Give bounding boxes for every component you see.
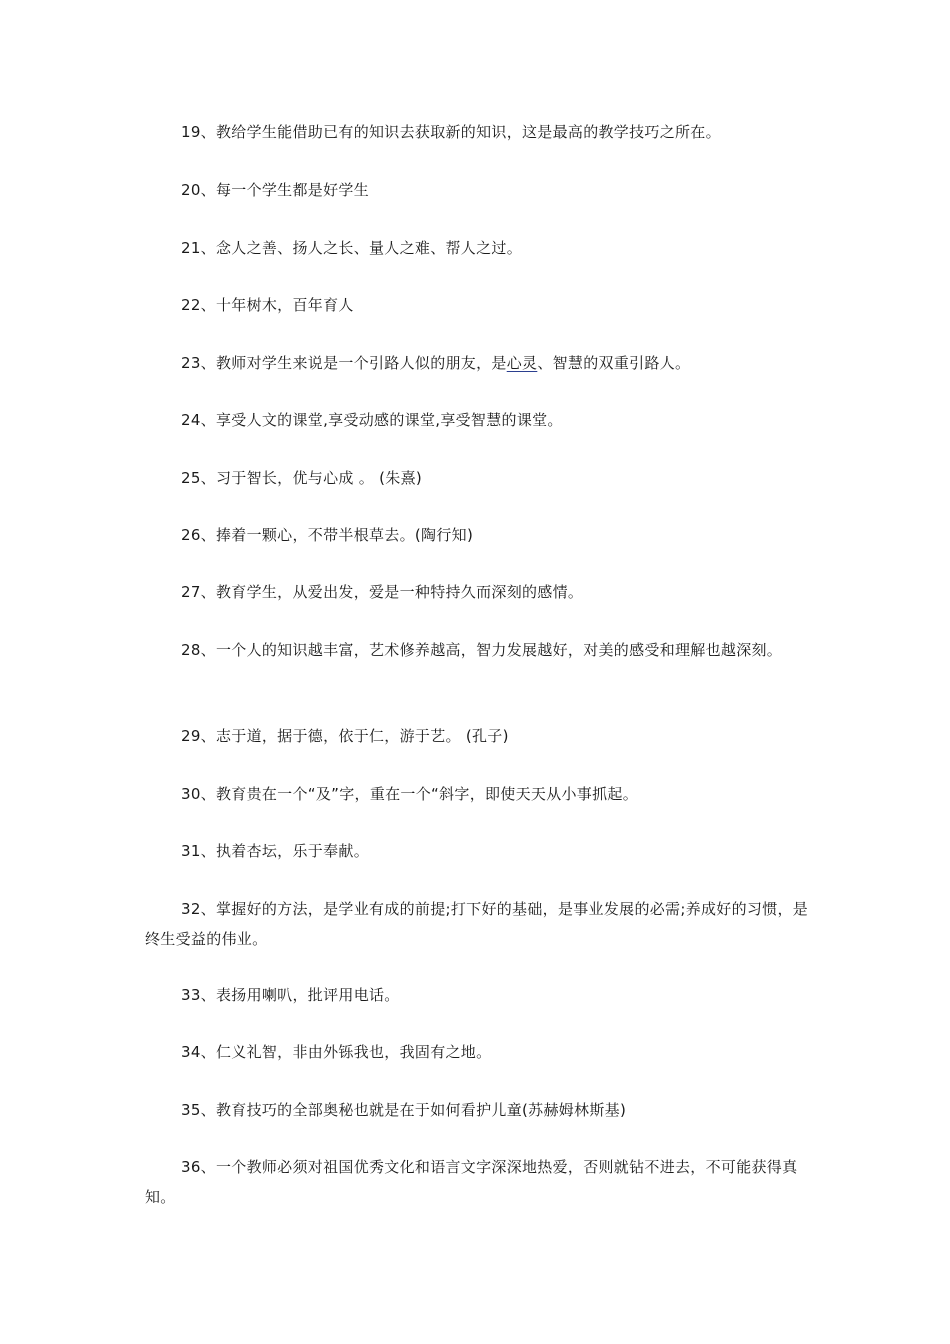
quote-24: 24、享受人文的课堂,享受动感的课堂,享受智慧的课堂。 <box>181 411 563 429</box>
quote-26: 26、捧着一颗心，不带半根草去。(陶行知) <box>181 526 474 544</box>
quote-19: 19、教给学生能借助已有的知识去获取新的知识，这是最高的教学技巧之所在。 <box>181 123 721 141</box>
quote-23-before: 23、教师对学生来说是一个引路人似的朋友，是 <box>181 354 507 372</box>
quote-21: 21、念人之善、扬人之长、量人之难、帮人之过。 <box>181 239 522 257</box>
quote-35: 35、教育技巧的全部奥秘也就是在于如何看护儿童(苏赫姆林斯基) <box>181 1101 627 1119</box>
quote-34: 34、仁义礼智，非由外铄我也，我固有之地。 <box>181 1043 492 1061</box>
quote-22: 22、十年树木，百年育人 <box>181 296 354 314</box>
quote-25: 25、习于智长，优与心成 。 (朱熹) <box>181 469 423 487</box>
quote-36: 36、一个教师必须对祖国优秀文化和语言文字深深地热爱，否则就钻不进去，不可能获得真知。 <box>145 1158 798 1206</box>
quote-27: 27、教育学生，从爱出发，爱是一种特持久而深刻的感情。 <box>181 583 584 601</box>
quote-33: 33、表扬用喇叭，批评用电话。 <box>181 986 400 1004</box>
quote-23-after: 、智慧的双重引路人。 <box>537 354 691 372</box>
quote-29: 29、志于道，据于德，依于仁，游于艺。 (孔子) <box>181 727 509 745</box>
quote-23 <box>145 348 810 378</box>
quote-31: 31、执着杏坛，乐于奉献。 <box>181 842 369 860</box>
quote-30: 30、教育贵在一个“及”字，重在一个“斜字，即使天天从小事抓起。 <box>181 785 639 803</box>
quote-32: 32、掌握好的方法，是学业有成的前提;打下好的基础，是事业发展的必需;养成好的习惯，是终生受益的伟业。 <box>145 900 809 948</box>
quote-28: 28、一个人的知识越丰富，艺术修养越高，智力发展越好，对美的感受和理解也越深刻。 <box>181 641 783 659</box>
quote-23-link[interactable]: 心灵 <box>506 354 538 372</box>
quote-20: 20、每一个学生都是好学生 <box>181 181 369 199</box>
